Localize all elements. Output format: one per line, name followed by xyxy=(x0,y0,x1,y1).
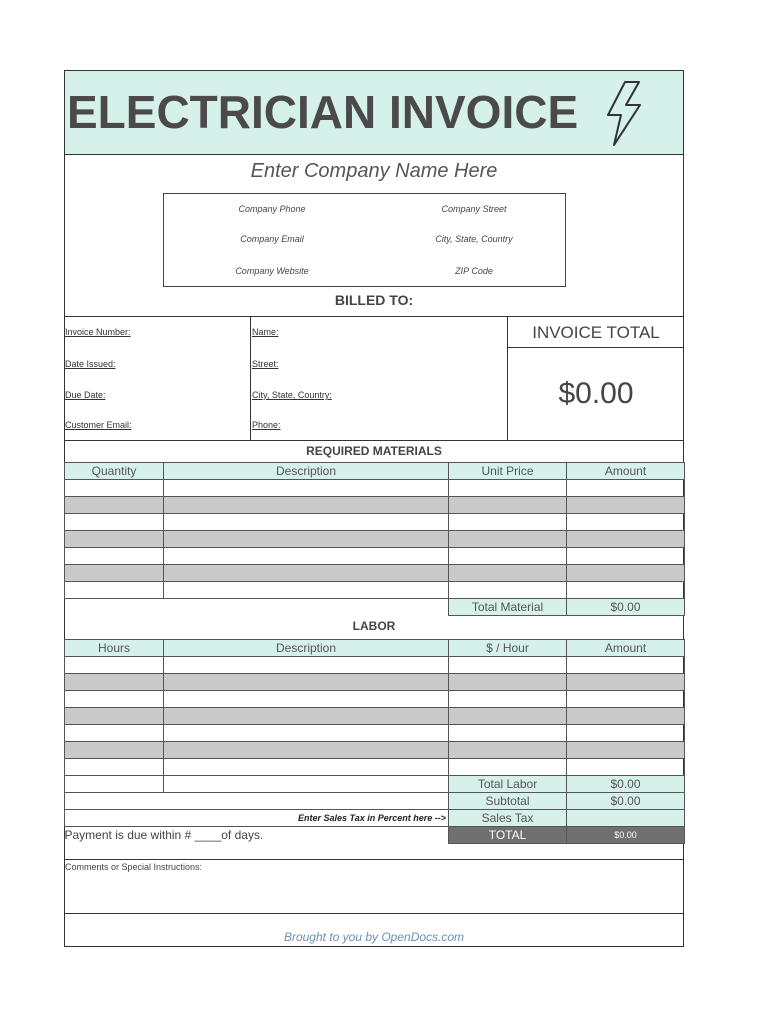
col-description: Description xyxy=(164,640,449,657)
subtotal-label: Subtotal xyxy=(449,793,567,810)
col-quantity: Quantity xyxy=(65,463,164,480)
col-amount: Amount xyxy=(567,463,685,480)
col-rate: $ / Hour xyxy=(449,640,567,657)
table-row xyxy=(65,725,685,742)
due-date-label[interactable]: Due Date: xyxy=(65,390,106,400)
name-label[interactable]: Name: xyxy=(252,327,279,337)
table-row xyxy=(65,691,685,708)
invoice-title: ELECTRICIAN INVOICE xyxy=(67,86,579,138)
divider xyxy=(250,317,251,441)
grand-total-row xyxy=(65,827,685,844)
sales-tax-row xyxy=(65,810,685,827)
invoice-total-amount: $0.00 xyxy=(558,377,634,410)
billed-to-title: BILLED TO: xyxy=(334,292,414,308)
grand-total-value: $0.00 xyxy=(567,827,685,844)
subtotal-value: $0.00 xyxy=(567,793,685,810)
total-labor-value: $0.00 xyxy=(567,776,685,793)
invoice-number-label[interactable]: Invoice Number: xyxy=(65,327,131,337)
materials-title: REQUIRED MATERIALS xyxy=(306,444,442,458)
col-hours: Hours xyxy=(65,640,164,657)
table-row xyxy=(65,480,685,497)
company-info-box xyxy=(163,193,566,287)
col-description: Description xyxy=(164,463,449,480)
customer-email-label[interactable]: Customer Email: xyxy=(65,420,132,430)
materials-table xyxy=(64,462,685,616)
city-label[interactable]: City, State, Country: xyxy=(252,390,332,400)
table-row xyxy=(65,674,685,691)
company-email[interactable]: Company Email xyxy=(240,234,304,244)
divider xyxy=(64,859,684,860)
table-row xyxy=(65,514,685,531)
sales-tax-input[interactable] xyxy=(567,810,685,827)
invoice-total-label: INVOICE TOTAL xyxy=(532,323,660,342)
table-header xyxy=(65,463,685,480)
labor-title: LABOR xyxy=(352,619,396,633)
divider xyxy=(64,440,684,441)
company-zip[interactable]: ZIP Code xyxy=(455,266,493,276)
title-band xyxy=(64,70,684,155)
company-phone[interactable]: Company Phone xyxy=(238,204,306,214)
table-row xyxy=(65,582,685,599)
table-row xyxy=(65,548,685,565)
lightning-bolt-icon xyxy=(603,79,643,149)
total-labor-row xyxy=(65,776,685,793)
labor-table xyxy=(64,639,685,844)
comments-area[interactable] xyxy=(64,875,684,913)
divider xyxy=(64,316,684,317)
table-row xyxy=(65,759,685,776)
table-row xyxy=(65,708,685,725)
table-row xyxy=(65,497,685,514)
company-website[interactable]: Company Website xyxy=(235,266,309,276)
col-unit-price: Unit Price xyxy=(449,463,567,480)
sales-tax-label: Sales Tax xyxy=(449,810,567,827)
table-row xyxy=(65,565,685,582)
total-material-row xyxy=(65,599,685,616)
company-street[interactable]: Company Street xyxy=(441,204,507,214)
comments-label: Comments or Special Instructions: xyxy=(65,862,203,872)
table-row xyxy=(65,657,685,674)
table-row xyxy=(65,742,685,759)
total-material-value: $0.00 xyxy=(567,599,685,616)
table-row xyxy=(65,531,685,548)
payment-note[interactable]: Payment is due within # ____of days. xyxy=(64,828,264,843)
grand-total-label: TOTAL xyxy=(449,827,567,844)
company-name[interactable]: Enter Company Name Here xyxy=(250,160,498,182)
sales-tax-hint: Enter Sales Tax in Percent here --> xyxy=(65,810,449,827)
total-labor-label: Total Labor xyxy=(449,776,567,793)
street-label[interactable]: Street: xyxy=(252,359,279,369)
subtotal-row xyxy=(65,793,685,810)
date-issued-label[interactable]: Date Issued: xyxy=(65,359,116,369)
table-header xyxy=(65,640,685,657)
total-material-label: Total Material xyxy=(449,599,567,616)
phone-label[interactable]: Phone: xyxy=(252,420,281,430)
divider xyxy=(64,913,684,914)
footer-credit[interactable]: Brought to you by OpenDocs.com xyxy=(283,930,465,944)
company-city[interactable]: City, State, Country xyxy=(435,234,513,244)
col-amount: Amount xyxy=(567,640,685,657)
